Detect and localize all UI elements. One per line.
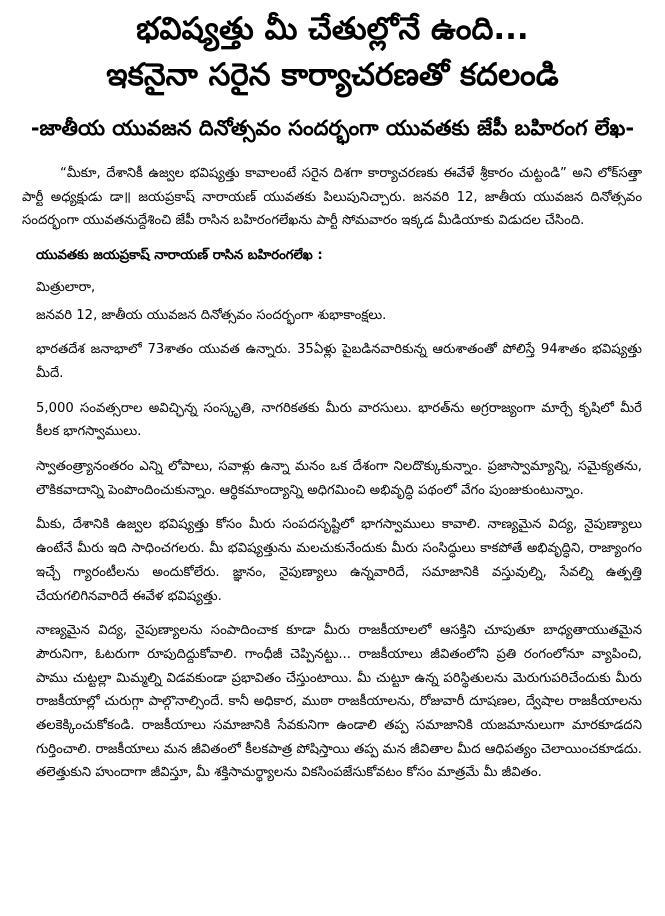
lead-paragraph: “మీకూ, దేశానికీ ఉజ్వల భవిష్యత్తు కావాలంటే సరైన దిశగా కార్యాచరణకు ఈవేళే శ్రీకారం చుట్టండి” అని లోక్‌సత్తా పార్టీ అధ్యక్షుడు డా॥ జయప్రకాష్ నారాయణ్ యువతకు పిలుపునిచ్చారు. జనవరి 12, జాతీయ యువజన దినోత్సవం సందర్భంగా యువతనుద్దేశించి జేపీ రాసిన బహిరంగలేఖను పార్టీ సోమవారం ఇక్కడ మీడియాకు విడుదల చేసింది. [22, 166, 642, 229]
letter-paragraph: స్వాతంత్ర్యానంతరం ఎన్ని లోపాలు, సవాళ్లు ఉన్నా మనం ఒక దేశంగా నిలదొక్కుకున్నాం. ప్రజాస్వామ్యాన్ని, సమైక్యతను, లౌకికవాదాన్ని పెంపొందించుకున్నాం. ఆర్థికమాంద్యాన్ని అధిగమించి అభివృద్ధి పథంలో వేగం పుంజుకుంటున్నాం. [36, 459, 642, 498]
salutation: మిత్రులారా, [36, 279, 96, 295]
headline-line-2: ఇకనైనా సరైన కార్యాచరణతో కదలండి [106, 57, 559, 93]
greeting: జనవరి 12, జాతీయ యువజన దినోత్సవం సందర్భంగా శుభాకాంక్షలు. [36, 307, 387, 323]
article-body [22, 162, 642, 796]
letter-paragraph: 5,000 సంవత్సరాల అవిచ్ఛిన్న సంస్కృతి, నాగరికతకు మీరు వారసులు. భారత్‌ను అగ్రరాజ్యంగా మార్చే కృషిలో మీరే కీలక భాగస్వాములు. [36, 400, 642, 440]
subheadline: -జాతీయ యువజన దినోత్సవం సందర్భంగా యువతకు జేపీ బహిరంగ లేఖ- [30, 116, 635, 140]
letter-paragraph: మీకు, దేశానికి ఉజ్వల భవిష్యత్తు కోసం మీరు సంపదసృష్టిలో భాగస్వాములు కావాలి. నాణ్యమైన విద్య, నైపుణ్యాలు ఉంటేనే మీరు ఇది సాధించగలరు. మీ భవిష్యత్తును మలచుకునేందుకు మీరు సంసిద్ధులు కాకపోతే అభివృద్ధిని, రాజ్యాంగం ఇచ్చే గ్యారంటీలను అందుకోలేరు. జ్ఞానం, నైపుణ్యాలు ఉన్నవారిదే, సమాజానికి వస్తువుల్ని, సేవల్ని ఉత్పత్తి చేయగలిగినవారిదే ఈవేళ భవిష్యత్తు. [36, 517, 642, 604]
letter-paragraph: నాణ్యమైన విద్య, నైపుణ్యాలను సంపాదించాక కూడా మీరు రాజకీయాలలో ఆసక్తిని చూపుతూ బాధ్యతాయుతమైన పౌరునిగా, ఓటరుగా రూపుదిద్దుకోవాలి. గాంధీజీ చెప్పినట్టు... రాజకీయాలు జీవితంలోని ప్రతి రంగంలోనూ వ్యాపించి, పాము చుట్టల్లా మిమ్మల్ని విడవకుండా ప్రభావితం చేస్తుంటాయి. మీ చుట్టూ ఉన్న పరిస్థితులను మెరుగుపరిచేందుకు మీరు రాజకీయాల్లో చురుగ్గా పాల్గొనాల్సిందే. కానీ అధికార, ముఠా రాజకీయాలను, రోజువారీ దూషణల, ద్వేషాల రాజకీయాలను తలకెక్కించుకోకండి. రాజకీయాలు సమాజానికి సేవకునిగా ఉండాలి తప్ప సమాజానికి యజమానులుగా మారకూడదని గుర్తించాలి. రాజకీయాలు మన జీవితంలో కీలకపాత్ర పోషిస్తాయి తప్ప మన జీవితాల మీద ఆధిపత్యం చెలాయించకూడదు. తలెత్తుకుని హుందాగా జీవిస్తూ, మీ శక్తిసామర్థ్యాలను వికసింపజేసుకోవటం కోసం మాత్రమే మీ జీవితం. [36, 623, 642, 781]
letter-paragraph: భారతదేశ జనాభాలో 73శాతం యువత ఉన్నారు. 35ఏళ్లు పైబడినవారికున్న ఆరుశాతంతో పోలిస్తే 94శాతం భవిష్యత్తు మీదే. [36, 342, 642, 381]
letter-heading: యువతకు జయప్రకాష్ నారాయణ్ రాసిన బహిరంగలేఖ : [36, 248, 323, 264]
headline-line-1: భవిష్యత్తు మీ చేతుల్లోనే ఉంది... [136, 11, 529, 47]
